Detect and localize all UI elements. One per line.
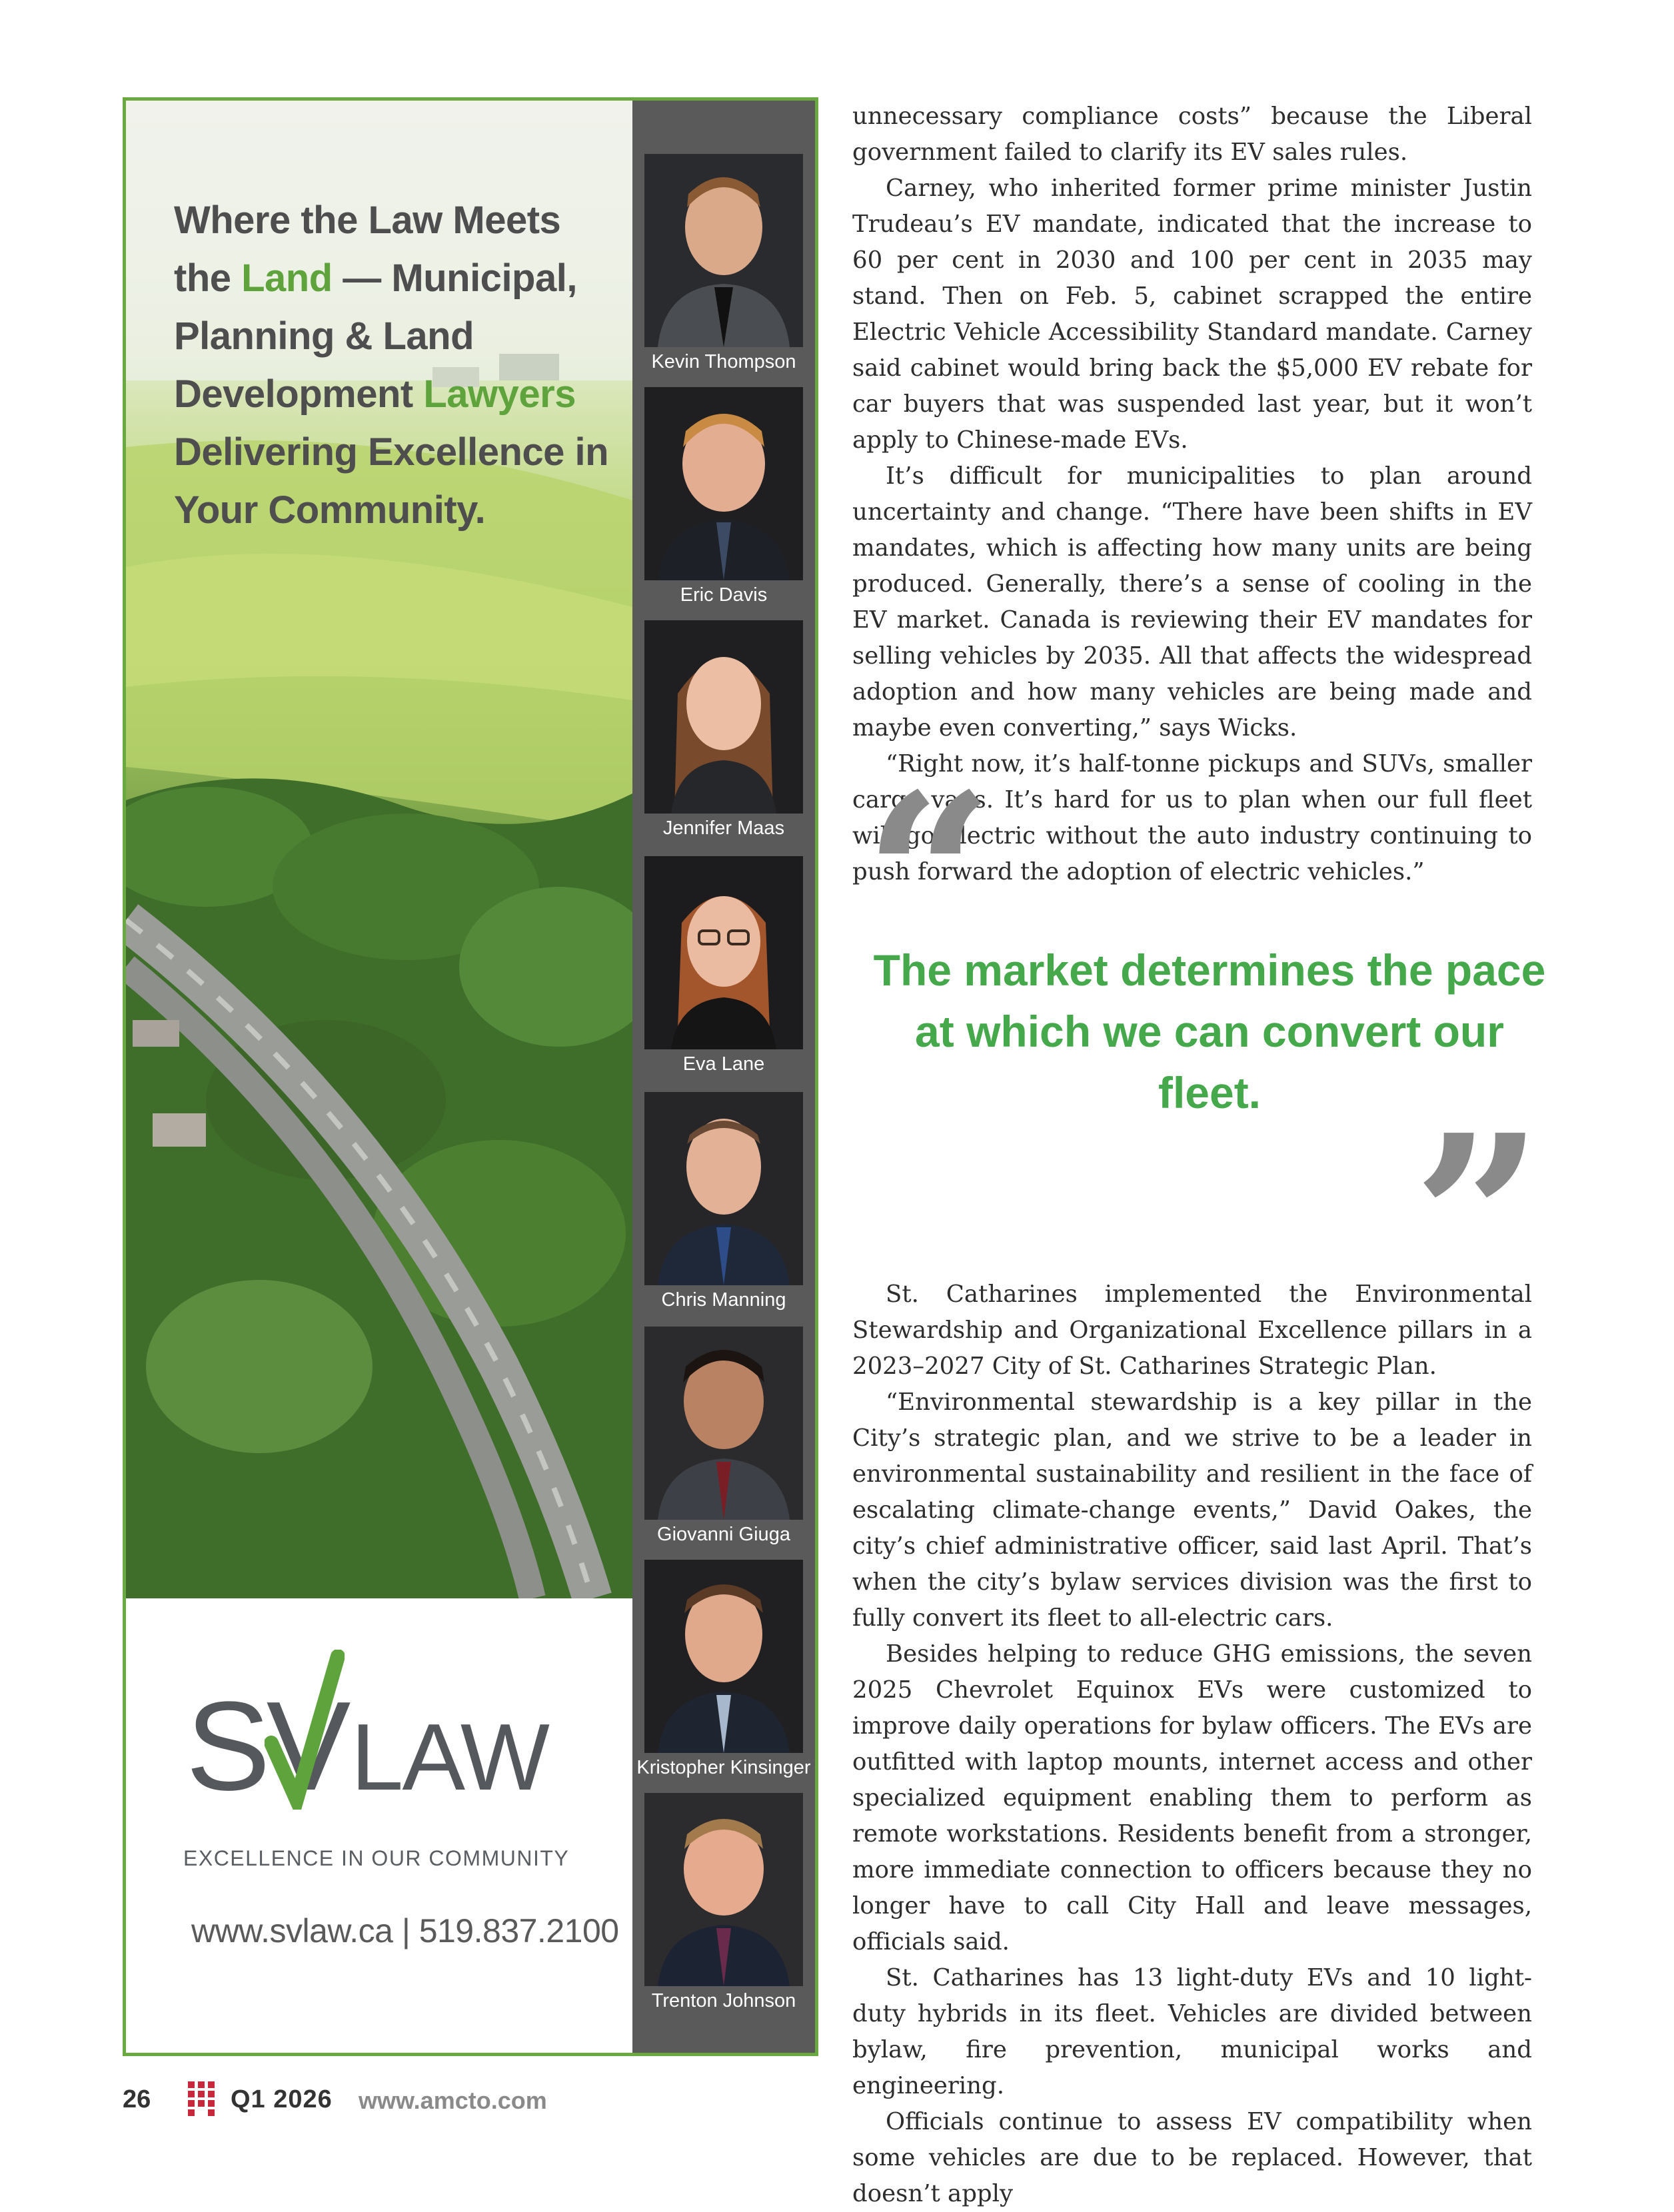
logo-law: LAW	[351, 1704, 548, 1810]
pull-quote: The market determines the pace at which we can convert our fleet.	[873, 945, 1546, 1117]
article-paragraph: Besides helping to reduce GHG emissions, the seven 2025 Chevrolet Equinox EVs were customized to improve daily operations for bylaw officers. The EVs are outfitted with laptop mounts, internet access and other specialized equipment enabling them to perform as remote workstations. Residents benefit from a stronger, more immediate connection to officers because they no longer have to call City Hall and leave messages, officials said.	[852, 1640, 1532, 1955]
article-paragraph: St. Catharines has 13 light-duty EVs and 10 light-duty hybrids in its fleet. Vehicles are divided between bylaw, fire prevention, municipal works and engineering.	[852, 1964, 1532, 2099]
lawyer-name: Eva Lane	[682, 1053, 765, 1075]
lawyer-name: Chris Manning	[661, 1289, 786, 1311]
article-column-bottom	[852, 1277, 1532, 2212]
page-number: 26	[123, 2085, 151, 2113]
lawyer-name: Trenton Johnson	[651, 1990, 796, 2011]
logo-checkmark-icon	[265, 1650, 345, 1810]
lawyer-portrait-strip	[632, 101, 815, 2053]
svlaw-advertisement	[123, 97, 818, 2056]
logo-sv: SV	[186, 1676, 347, 1817]
lawyer-portrait	[644, 387, 803, 580]
article-paragraph: It’s difficult for municipalities to plan around uncertainty and change. “There have been shifts in EV mandates, which is affecting how many units are being produced. Generally, there’s a sense of cooling in the EV market. Canada is reviewing their EV mandates for selling vehicles by 2035. All that affects the widespread adoption and how many vehicles are being made and maybe even converting,” says Wicks.	[852, 462, 1532, 742]
lawyer-name: Giovanni Giuga	[657, 1524, 790, 1545]
lawyer-name: Kevin Thompson	[651, 351, 796, 372]
lawyer-name: Kristopher Kinsinger	[636, 1757, 811, 1778]
lawyer-portrait	[644, 154, 803, 347]
ad-headline: Where the Law Meets the Land — Municipal, Planning & Land Development Lawyers Delivering Excellence in Your Community.	[174, 199, 609, 532]
lawyer-portrait	[644, 1327, 803, 1520]
open-quote-mark-icon: “	[864, 745, 994, 1011]
close-quote-mark-icon: ”	[1413, 1086, 1543, 1352]
lawyer-portrait	[644, 1092, 803, 1285]
article-paragraph: “Environmental stewardship is a key pillar in the City’s strategic plan, and we strive to be a leader in environmental sustainability and resilient in the face of escalating climate-change events,” David Oakes, the city’s chief administrative officer, said last April. That’s when the city’s bylaw services division was the first to fully convert its fleet to all-electric cars.	[852, 1388, 1532, 1632]
article-paragraph: St. Catharines implemented the Environmental Stewardship and Organizational Excellence pillars in a 2023–2027 City of St. Catharines Strategic Plan.	[852, 1281, 1532, 1380]
svlaw-logo	[186, 1670, 586, 1843]
article-paragraph: Carney, who inherited former prime minister Justin Trudeau’s EV mandate, indicated that the increase to 60 per cent in 2030 and 100 per cent in 2035 may stand. Then on Feb. 5, cabinet scrapped the entire Electric Vehicle Accessibility Standard mandate. Carney said cabinet would bring back the $5,000 EV rebate for car buyers that was suspended last year, but it won’t apply to Chinese-made EVs.	[852, 175, 1532, 454]
lawyer-name: Jennifer Maas	[662, 818, 785, 839]
article-paragraph: “Right now, it’s half-tonne pickups and SUVs, smaller cargo vans. It’s hard for us to plan when our full fleet will go electric without the auto industry continuing to push forward the adoption of electric vehicles.”	[852, 750, 1532, 885]
lawyer-name: Eric Davis	[680, 584, 768, 606]
ad-contact-info: www.svlaw.ca | 519.837.2100	[191, 1912, 619, 1949]
lawyer-portrait	[644, 1560, 803, 1753]
article-paragraph: Officials continue to assess EV compatibility when some vehicles are due to be replaced. However, that doesn’t apply	[852, 2108, 1532, 2207]
page-footer	[123, 2080, 789, 2120]
logo-tagline: EXCELLENCE IN OUR COMMUNITY	[183, 1846, 570, 1870]
amcto-grid-icon	[187, 2080, 216, 2117]
issue-label: Q1 2026	[231, 2085, 333, 2113]
website-link[interactable]: www.amcto.com	[359, 2087, 547, 2114]
lawyer-portrait	[644, 856, 803, 1049]
lawyer-portrait	[644, 1793, 803, 1986]
article-paragraph: unnecessary compliance costs” because the Liberal government failed to clarify its EV sales rules.	[852, 103, 1532, 166]
lawyer-portrait	[644, 620, 803, 814]
